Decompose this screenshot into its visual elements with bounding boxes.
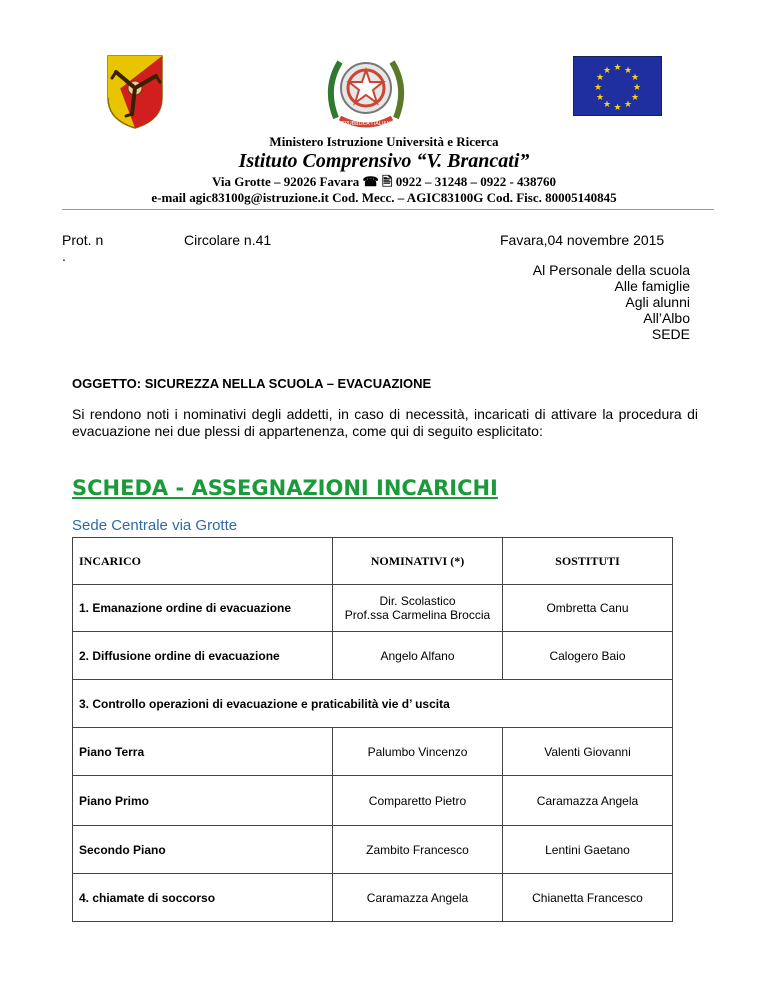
assignments-table [72,537,673,922]
document-date: Favara,04 novembre 2015 [500,232,665,248]
italian-republic-emblem-logo [322,48,410,132]
circolare-number: Circolare n.41 [184,232,272,248]
svg-text:★: ★ [630,93,640,103]
phone-icon: ☎ [362,174,379,189]
sostituto-cell: Ombretta Canu [503,585,673,632]
address-text: Via Grotte – 92026 Favara [211,174,360,189]
sostituto-cell: Valenti Giovanni [503,728,673,776]
incarico-cell: 4. chiamate di soccorso [73,874,333,922]
prot-number: Prot. n [62,232,104,248]
prot-dot: . [62,248,66,264]
incarico-cell: 2. Diffusione ordine di evacuazione [73,632,333,680]
header-divider [62,209,714,210]
recipient-line: SEDE [651,326,690,342]
svg-text:★: ★ [630,73,640,83]
sostituto-cell: Lentini Gaetano [503,826,673,874]
table-row [73,826,673,874]
table-row [73,776,673,826]
nominativo-line: Prof.ssa Carmelina Broccia [344,608,491,622]
svg-text:★: ★ [602,66,612,76]
italian-republic-emblem-ribbon-text: REPUBBLICA ITALIANA [338,121,394,127]
nominativo-line: Dir. Scolastico [379,594,456,608]
section-cell: 3. Controllo operazioni di evacuazione e praticabilità vie d’ uscita [73,680,673,728]
school-name: Istituto Comprensivo “V. Brancati” [238,150,530,172]
nominativo-cell [333,585,503,632]
sicily-emblem-logo [106,54,164,130]
sostituto-cell: Chianetta Francesco [503,874,673,922]
svg-text:★: ★ [593,83,603,93]
nominativo-cell: Caramazza Angela [333,874,503,922]
ministry-name: Ministero Istruzione Università e Ricerca [269,134,499,149]
recipient-line: All’Albo [643,310,690,326]
phone-numbers: 0922 – 31248 – 0922 - 438760 [395,174,557,189]
table-section-row [73,680,673,728]
sostituto-cell: Calogero Baio [503,632,673,680]
svg-text:★: ★ [613,103,622,113]
incarico-cell: Piano Primo [73,776,333,826]
intro-paragraph: Si rendono noti i nominativi degli addetti, in caso di necessità, incaricati di attivare la procedura di evacuazione nei due plessi di appartenenza, come qui di seguito esplicitato: [72,406,698,439]
table-row [73,874,673,922]
svg-text:★: ★ [602,100,612,110]
svg-text:★: ★ [623,100,633,110]
eu-flag-logo [573,56,662,116]
column-header-nominativi: NOMINATIVI (*) [333,538,503,585]
sede-title: Sede Centrale via Grotte [72,517,238,534]
recipient-line: Al Personale della scuola [532,262,690,278]
school-contacts: e-mail agic83100g@istruzione.it Cod. Mecc. – AGIC83100G Cod. Fisc. 80005140845 [151,190,617,205]
table-row [73,728,673,776]
svg-text:★: ★ [595,73,605,83]
nominativo-cell: Palumbo Vincenzo [333,728,503,776]
recipients-block [533,262,690,342]
recipient-line: Agli alunni [625,294,690,310]
sostituto-cell: Caramazza Angela [503,776,673,826]
column-header-sostituti: SOSTITUTI [503,538,673,585]
svg-text:★: ★ [595,93,605,103]
nominativo-cell: Comparetto Pietro [333,776,503,826]
table-row [73,585,673,632]
incarico-cell: Piano Terra [73,728,333,776]
incarico-cell: 1. Emanazione ordine di evacuazione [73,585,333,632]
fax-icon: 🖹 [381,174,393,189]
nominativo-cell: Zambito Francesco [333,826,503,874]
svg-text:★: ★ [623,66,633,76]
table-header-row [73,538,673,585]
table-row [73,632,673,680]
column-header-incarico: INCARICO [73,538,333,585]
scheda-title: SCHEDA - ASSEGNAZIONI INCARICHI [72,476,498,500]
svg-text:★: ★ [632,83,642,93]
recipient-line: Alle famiglie [614,278,690,294]
subject-line: OGGETTO: SICUREZZA NELLA SCUOLA – EVACUAZIONE [72,376,432,391]
svg-text:★: ★ [613,63,622,73]
incarico-cell: Secondo Piano [73,826,333,874]
nominativo-cell: Angelo Alfano [333,632,503,680]
